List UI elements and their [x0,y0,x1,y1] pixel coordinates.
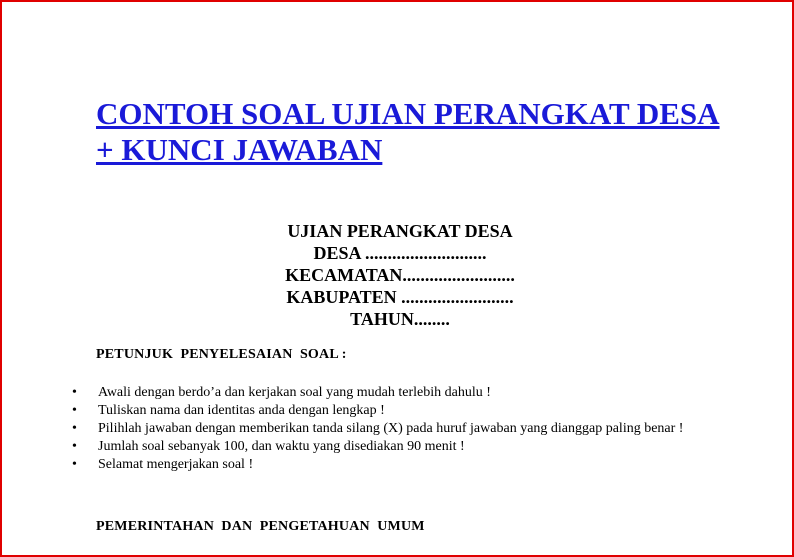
list-item [72,456,712,474]
bullet-icon: • [72,421,77,436]
bullet-icon: • [72,457,77,472]
list-item [72,420,712,438]
exam-header-line: KABUPATEN ......................... [286,287,514,307]
document-title: CONTOH SOAL UJIAN PERANGKAT DESA + KUNCI JAWABAN [96,96,720,167]
instructions-list [72,384,712,474]
list-item [72,402,712,420]
instructions-heading: PETUNJUK PENYELESAIAN SOAL : [96,347,347,362]
list-item [72,384,712,402]
list-item [72,438,712,456]
instruction-text: Jumlah soal sebanyak 100, dan waktu yang disediakan 90 menit ! [98,439,465,454]
exam-header-line: DESA ........................... [313,243,487,263]
exam-header-line: UJIAN PERANGKAT DESA [287,221,513,241]
bullet-icon: • [72,439,77,454]
bullet-icon: • [72,385,77,400]
instruction-text: Pilihlah jawaban dengan memberikan tanda silang (X) pada huruf jawaban yang dianggap paling benar ! [98,421,684,436]
exam-header-line: KECAMATAN......................... [285,265,515,285]
bullet-icon: • [72,403,77,418]
instruction-text: Awali dengan berdo’a dan kerjakan soal yang mudah terlebih dahulu ! [98,385,491,400]
instruction-text: Tuliskan nama dan identitas anda dengan lengkap ! [98,403,385,418]
exam-header-line: TAHUN........ [350,309,450,329]
instruction-text: Selamat mengerjakan soal ! [98,457,254,472]
exam-header [250,220,550,330]
section-heading: PEMERINTAHAN DAN PENGETAHUAN UMUM [96,519,425,534]
